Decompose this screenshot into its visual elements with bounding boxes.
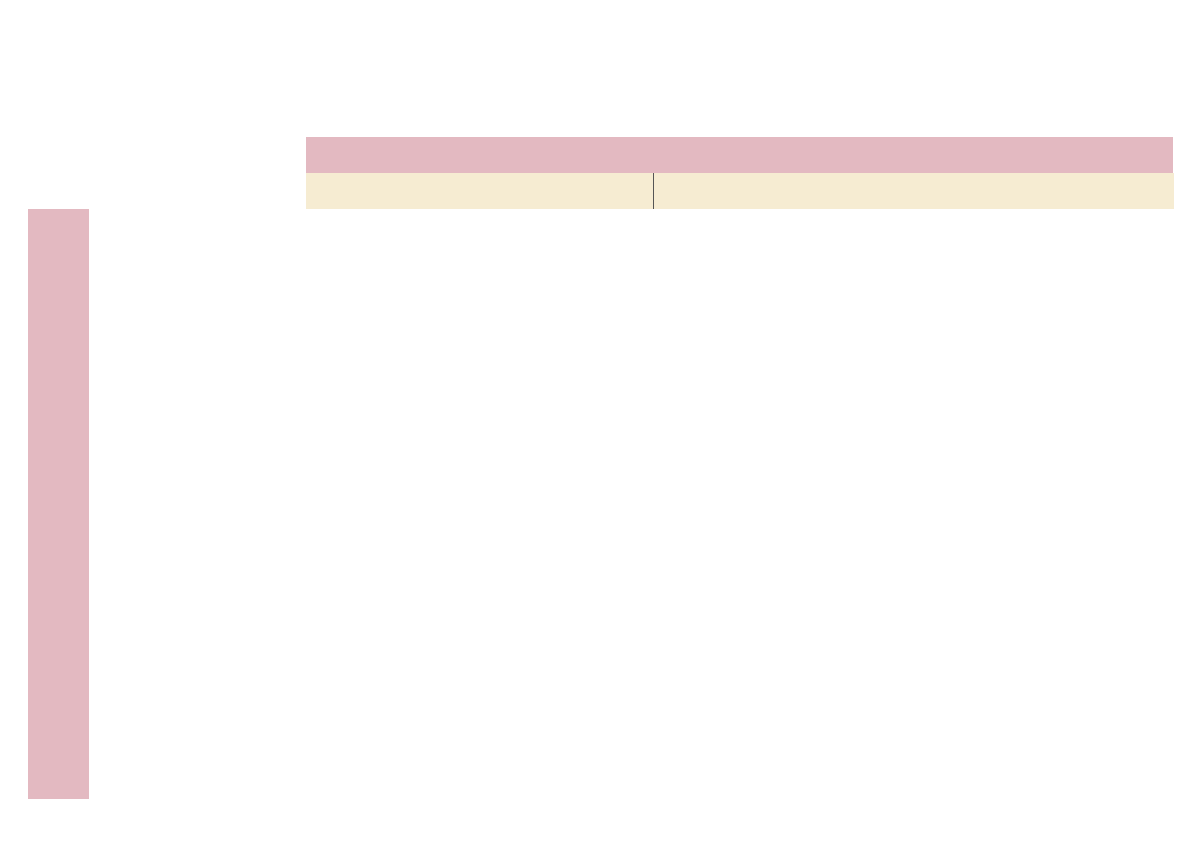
header-macro	[306, 173, 653, 209]
year-column-band	[28, 209, 89, 799]
header-areas	[306, 137, 1173, 173]
header-micro	[653, 173, 1174, 209]
